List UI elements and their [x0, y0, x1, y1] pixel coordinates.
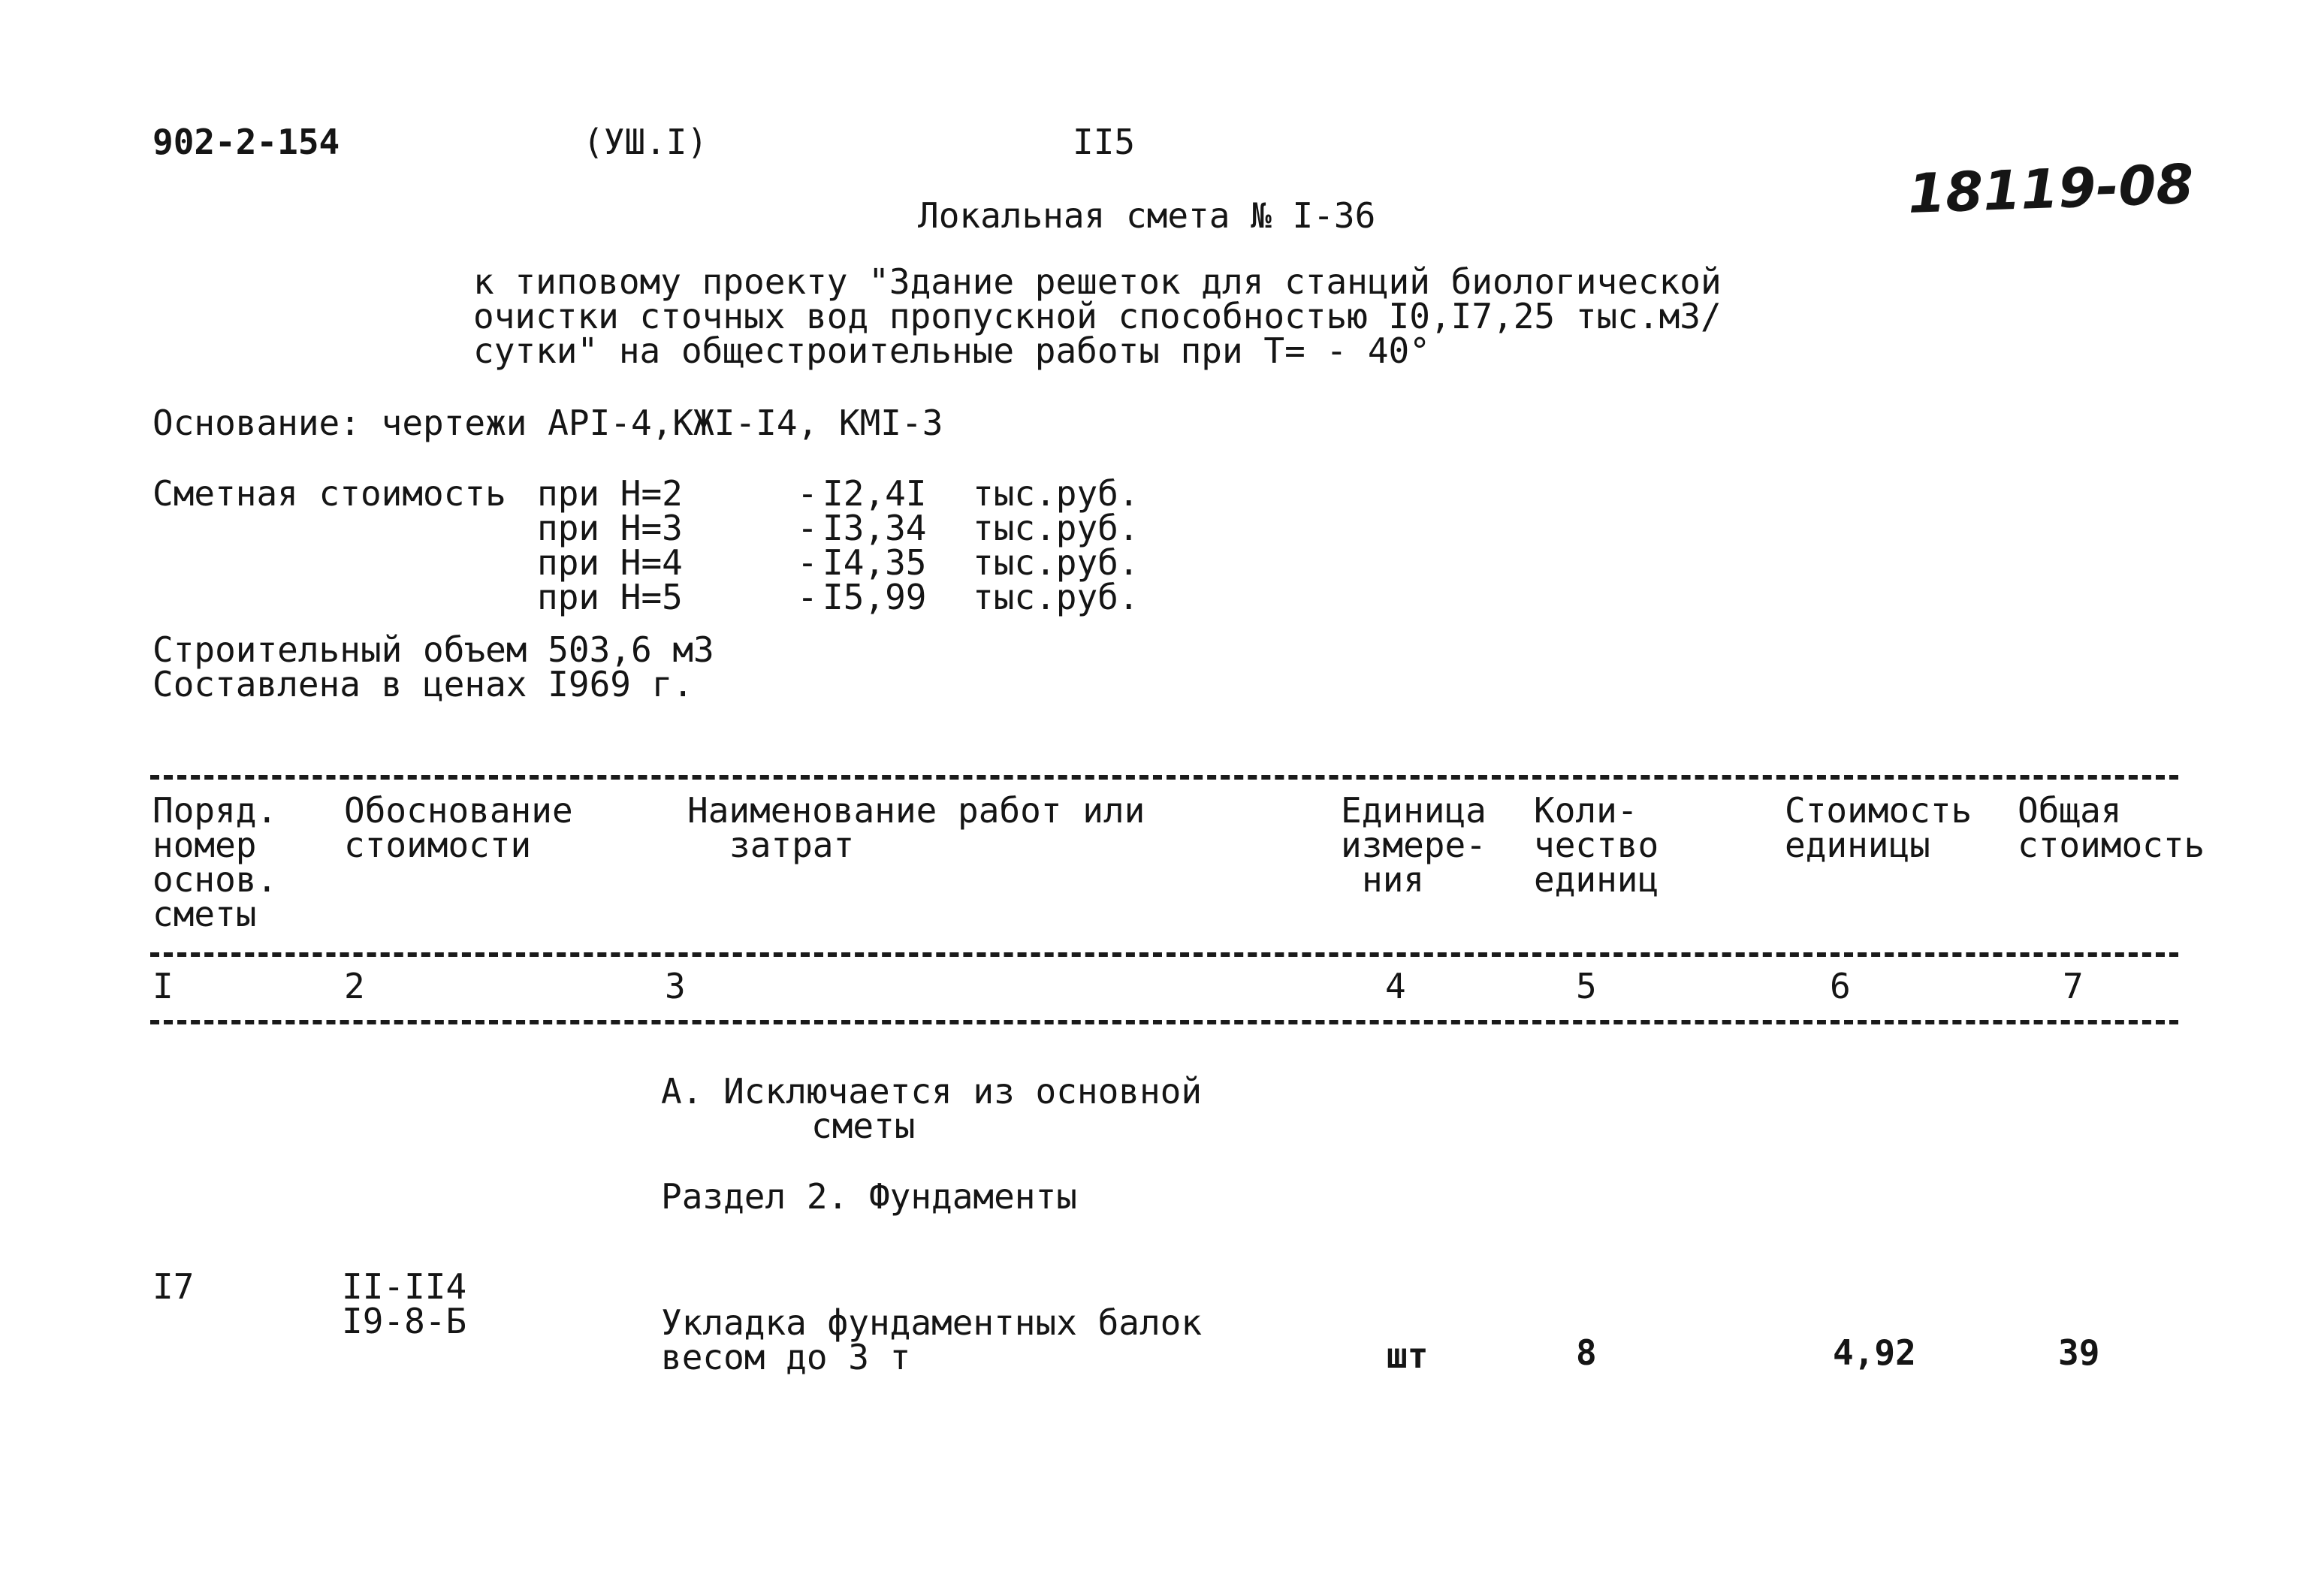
cost-condition: при Н=3 — [537, 508, 683, 548]
cost-row — [537, 542, 1139, 583]
col-number: 3 — [665, 966, 686, 1006]
section-a-heading — [661, 1071, 1203, 1146]
estimate-title: Локальная смета № I-36 — [918, 195, 1376, 236]
header-line: Единица — [1341, 790, 1487, 831]
name-line: Укладка фундаментных балок — [661, 1302, 1203, 1343]
handwritten-number: 18119-08 — [1906, 152, 2195, 225]
section-line: сметы — [811, 1106, 916, 1146]
table-numbers-divider — [150, 1020, 2178, 1024]
header-line: ния — [1362, 859, 1425, 900]
cost-unit: тыс.руб. — [973, 577, 1139, 617]
page-number: II5 — [1073, 122, 1136, 162]
section-line: А. Исключается из основной — [661, 1071, 1203, 1112]
cost-unit: тыс.руб. — [973, 542, 1139, 583]
subtitle — [473, 261, 1722, 371]
col-number: 5 — [1576, 966, 1597, 1006]
cost-dash: - — [797, 577, 818, 617]
name-line: весом до 3 т — [661, 1337, 911, 1377]
header-line: сметы — [152, 894, 257, 934]
row-number: I7 — [152, 1266, 195, 1307]
subtitle-line: к типовому проекту "Здание решеток для станций биологической — [473, 261, 1722, 302]
prices-year: Составлена в ценах I969 г. — [152, 664, 694, 704]
row-total-cost: 39 — [2058, 1332, 2100, 1373]
table-top-divider — [150, 775, 2178, 780]
table-header-divider — [150, 952, 2178, 957]
estimated-cost-label: Сметная стоимость — [152, 473, 506, 514]
cost-unit: тыс.руб. — [973, 508, 1139, 548]
estimated-cost-list — [537, 473, 1139, 617]
basis-line: I9-8-Б — [342, 1301, 467, 1341]
col-number: I — [152, 966, 174, 1006]
cost-value: I2,4I — [822, 473, 927, 514]
header-line: Стоимость — [1785, 790, 1972, 831]
cost-row — [537, 577, 1139, 617]
header-line: затрат — [729, 825, 855, 865]
volume-block — [152, 629, 714, 704]
section-code: (УШ.I) — [583, 122, 708, 162]
section-2-heading: Раздел 2. Фундаменты — [661, 1176, 1077, 1217]
col-header-total — [2018, 790, 2205, 865]
subtitle-line: сутки" на общестроительные работы при T= - 40° — [473, 330, 1430, 371]
header-line: Коли- — [1534, 790, 1638, 831]
col-header-qty — [1534, 790, 1659, 900]
header-line: Общая — [2018, 790, 2122, 831]
cost-dash: - — [797, 542, 818, 583]
row-quantity: 8 — [1576, 1332, 1597, 1373]
col-header-unit — [1341, 790, 1487, 900]
header-line: чество — [1534, 825, 1659, 865]
subtitle-line: очистки сточных вод пропускной способностью I0,I7,25 тыс.м3/ — [473, 296, 1722, 336]
col-header-basis — [344, 790, 573, 865]
col-number: 6 — [1830, 966, 1851, 1006]
cost-value: I3,34 — [822, 508, 927, 548]
col-header-name — [687, 790, 1145, 865]
doc-code: 902-2-154 — [152, 122, 340, 162]
cost-unit: тыс.руб. — [973, 473, 1139, 514]
header-line: измере- — [1341, 825, 1487, 865]
cost-value: I4,35 — [822, 542, 927, 583]
header-line: номер — [152, 825, 257, 865]
basis-line: II-II4 — [342, 1266, 467, 1307]
col-header-number — [152, 790, 278, 934]
cost-condition: при Н=2 — [537, 473, 683, 514]
header-line: Наименование работ или — [687, 790, 1145, 831]
cost-dash: - — [797, 508, 818, 548]
building-volume: Строительный объем 503,6 м3 — [152, 629, 714, 670]
cost-dash: - — [797, 473, 818, 514]
col-number: 2 — [344, 966, 365, 1006]
cost-row — [537, 473, 1139, 514]
cost-value: I5,99 — [822, 577, 927, 617]
row-work-name — [661, 1302, 1203, 1377]
header-line: основ. — [152, 859, 278, 900]
header-line: единиц — [1534, 859, 1659, 900]
row-unit-cost: 4,92 — [1833, 1332, 1916, 1373]
cost-condition: при Н=5 — [537, 577, 683, 617]
cost-condition: при Н=4 — [537, 542, 683, 583]
header-line: единицы — [1785, 825, 1930, 865]
col-number: 4 — [1385, 966, 1406, 1006]
row-basis — [342, 1266, 467, 1341]
header-line: стоимости — [344, 825, 532, 865]
cost-row — [537, 508, 1139, 548]
header-line: стоимость — [2018, 825, 2205, 865]
col-header-unit-cost — [1785, 790, 1972, 865]
col-number: 7 — [2063, 966, 2084, 1006]
basis-drawings: Основание: чертежи API-4,КЖI-I4, КМI-3 — [152, 403, 943, 443]
header-line: Обоснование — [344, 790, 573, 831]
header-line: Поряд. — [152, 790, 278, 831]
row-unit: шт — [1387, 1335, 1429, 1376]
